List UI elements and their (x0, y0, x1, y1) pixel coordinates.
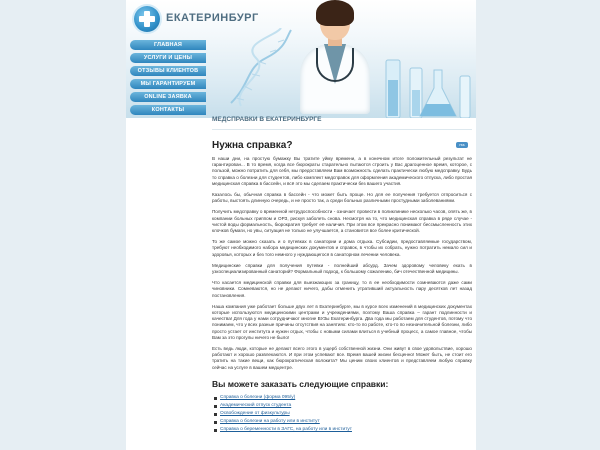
certificate-links-list (212, 394, 472, 434)
paragraph: Казалось бы, обычная справка в бассейн - что может быть проще. Но для ее получения требуется отпроситься с работы, выстоять длинную очередь, и не просто так, а среди больных различными простудными заболеваниями. (212, 192, 472, 204)
paragraph: В наши дни, на простую бумажку Вы тратите уйму времени, а в конечном итоге положительный результат не гарантирован... В то время, когда все бюрократы старательно пытаются строить у Вас драгоценное время, которое, с пользой, можно потратить для себя, мы предоставляем Вам возможность сделать практически любую медсправку. Будь то справка о болезни для студентов, либо комплект медсправок для оформления академического отпуска, либо простая медицинская справка в бассейн, и всё это мы сделаем практически без вашего участия. (212, 156, 472, 186)
certificate-link[interactable]: Справка о беременности в ЗАГС, на работу или в институт (212, 426, 472, 434)
site-title[interactable]: ЕКАТЕРИНБУРГ (166, 12, 259, 24)
paragraph: То же самое можно сказать и о путевках в санатории и дома отдыха. Субсидии, предоставляемые государством, требуют необходимого набора медицинских документов и справок, в чтобы их собрать, нужно потратить немало сил и здоровья, которых и без того немного у нуждающегося в санаторном лечении человека. (212, 239, 472, 257)
page-container (126, 0, 476, 450)
paragraph: Медицинские справки для получения путевки - полнейший абсурд. Зачем здоровому человеку ехать в узкоспециализированный санаторий? Формальный подход, к большому сожалению, бич отечественной медицины. (212, 262, 472, 275)
nav-item-online-order[interactable]: ONLINE ЗАЯВКА (130, 92, 206, 102)
lab-flasks-image (376, 50, 476, 118)
certificate-link[interactable]: Академический отпуск студента (212, 402, 472, 410)
certificate-link[interactable]: Справка о болезни (форма 095/у) (212, 394, 472, 402)
paragraph: Получить медсправку о временной нетрудоспособности - означает провести в поликлинике несколько часов, опять же, в компании больных гриппом и ОРЗ, рискуя заболеть снова. Несмотря на то, что медицинская справка в ряде случае - чистой воды формальность, бюрократия требует её наличия. При этом все прекрасно понимают бессмысленность этих клочков бумаги, но увы, ситуация не только не улучшается, а становится все более критической. (212, 209, 472, 234)
nav-item-guarantee[interactable]: МЫ ГАРАНТИРУЕМ (130, 79, 206, 89)
nav-item-home[interactable]: ГЛАВНАЯ (130, 40, 206, 50)
sidebar (130, 118, 206, 450)
main-content (212, 114, 472, 434)
certificate-link[interactable]: Справка о болезни на работу или в институт (212, 418, 472, 426)
nav-item-services[interactable]: УСЛУГИ И ЦЕНЫ (130, 53, 206, 63)
dna-helix-icon (226, 28, 296, 108)
page-heading: МЕДСПРАВКИ В ЕКАТЕРИНБУРГЕ (212, 114, 472, 130)
order-section-title: Вы можете заказать следующие справки: (212, 378, 389, 389)
nav-item-reviews[interactable]: ОТЗЫВЫ КЛИЕНТОВ (130, 66, 206, 76)
paragraph: Есть ведь люди, которые не делают всего этого в ущерб собственной жизни. Они живут в свое удовольствие, хорошо работают и хорошо развлекаются. И при этом успевают все. Время вашей жизни бесценно! Может быть, не стоит его тратить на такие вещи, как бюрократическая волокита? Мы ценим своих клиентов и представляем любую справку сейчас на услуге в вашем медцентре. (212, 346, 472, 370)
doctor-photo (298, 0, 372, 112)
paragraph: Наша компания уже работает больше двух лет в Екатеринбурге, мы в курсе всех изменений в медицинских документах которые используются медицинскими центрами и учреждениями, поэтому Ваша справка – гарант подлинности и качества! Для года у нами сотрудничают многие ВУЗы Екатеринбурга. Два года мы работаем для студентов, потому что понимаем, что у всех разные причины отсутствия на занятиях: кто-то по работе, кто-то по незначительной болезни, либо просто устает от института и нужен отдых, чтобы с новыми силами влиться в учебный процесс, а самое главное, чтобы Вам за это прогулы ничего не было! (212, 303, 472, 340)
paragraph: Что касается медицинской справки для выезжающих за границу, то в ее необходимости сомневаются даже сами чиновники. Сомневаются, но не делают ничего, дабы отменить утративший актуальность пару десятков лет назад постановления. (212, 280, 472, 298)
rss-icon[interactable]: rss (456, 142, 468, 148)
main-nav (130, 40, 206, 118)
site-header (126, 0, 476, 118)
medical-cross-logo-icon[interactable] (134, 6, 160, 32)
certificate-link[interactable]: Освобождение от физкультуры (212, 410, 472, 418)
nav-item-contacts[interactable]: КОНТАКТЫ (130, 105, 206, 115)
article-title: Нужна справка? (212, 140, 293, 151)
